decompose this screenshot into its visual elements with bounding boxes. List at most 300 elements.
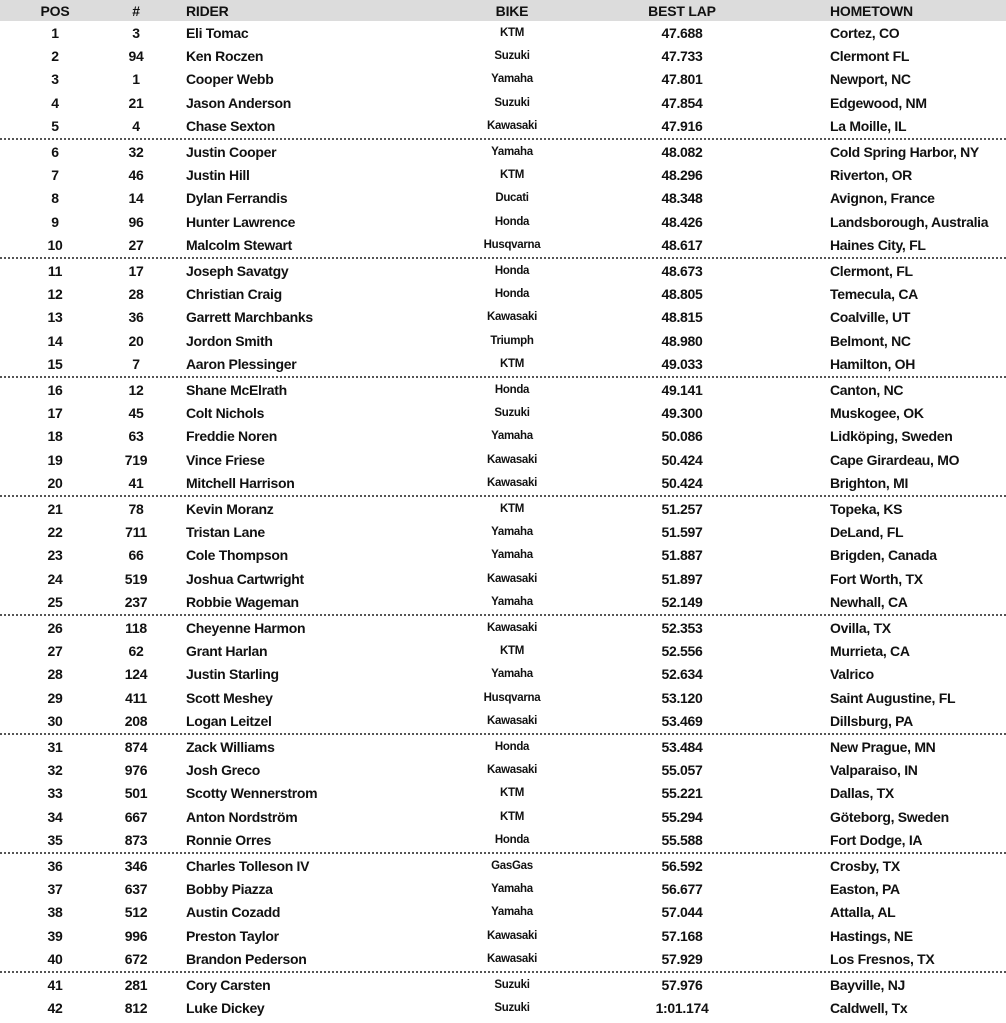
table-row	[0, 21, 1006, 44]
row-hometown: Fort Worth, TX	[830, 570, 923, 587]
row-pos: 4	[51, 94, 59, 111]
row-number: 3	[132, 24, 140, 41]
row-bike: KTM	[499, 358, 524, 371]
table-row	[0, 187, 1006, 211]
row-pos: 16	[47, 381, 63, 398]
row-best-lap: 56.592	[661, 857, 703, 874]
row-rider: Christian Craig	[186, 285, 282, 302]
table-row	[0, 282, 1006, 306]
table-row	[0, 163, 1006, 187]
row-hometown: Riverton, OR	[830, 166, 912, 183]
row-best-lap: 47.916	[661, 118, 703, 135]
table-row	[0, 591, 1006, 617]
table-row	[0, 210, 1006, 234]
table-row	[0, 948, 1006, 974]
row-best-lap: 53.484	[661, 738, 703, 755]
row-best-lap: 55.057	[661, 761, 703, 778]
row-number: 27	[128, 237, 144, 254]
row-rider: Austin Cozadd	[186, 904, 281, 921]
row-rider: Ken Roczen	[186, 47, 264, 64]
row-best-lap: 52.353	[661, 619, 703, 636]
row-number: 21	[128, 94, 144, 111]
row-bike: Honda	[494, 264, 530, 277]
row-rider: Justin Cooper	[186, 143, 277, 160]
row-bike: Suzuki	[494, 96, 530, 109]
row-best-lap: 48.980	[661, 332, 703, 349]
row-best-lap: 57.976	[661, 976, 703, 993]
row-hometown: Canton, NC	[830, 381, 904, 398]
row-bike: Kawasaki	[486, 120, 538, 133]
table-row	[0, 877, 1006, 901]
row-hometown: Los Fresnos, TX	[830, 951, 935, 968]
row-best-lap: 48.348	[661, 190, 703, 207]
row-pos: 2	[51, 47, 59, 64]
row-number: 237	[124, 594, 148, 611]
row-best-lap: 48.296	[661, 166, 703, 183]
row-pos: 28	[47, 666, 63, 683]
table-row	[0, 901, 1006, 925]
row-bike: Honda	[494, 383, 530, 396]
table-row	[0, 259, 1006, 282]
row-bike: KTM	[499, 787, 524, 800]
table-row	[0, 448, 1006, 472]
row-rider: Cheyenne Harmon	[186, 619, 306, 636]
row-best-lap: 55.294	[661, 808, 703, 825]
row-number: 512	[124, 904, 148, 921]
row-rider: Aaron Plessinger	[186, 356, 297, 373]
row-bike: KTM	[499, 26, 524, 39]
row-bike: Husqvarna	[483, 691, 541, 704]
row-best-lap: 50.424	[661, 475, 703, 492]
row-bike: Suzuki	[494, 406, 530, 419]
row-pos: 6	[51, 143, 59, 160]
row-hometown: Saint Augustine, FL	[830, 689, 956, 706]
row-number: 14	[128, 190, 144, 207]
row-rider: Hunter Lawrence	[186, 213, 296, 230]
row-bike: Ducati	[495, 192, 529, 205]
row-best-lap: 50.424	[661, 451, 703, 468]
row-hometown: Clermont FL	[830, 47, 910, 64]
row-number: 411	[125, 689, 147, 706]
row-number: 873	[124, 832, 148, 849]
row-pos: 14	[47, 332, 63, 349]
table-body	[0, 21, 1006, 1020]
table-row	[0, 520, 1006, 544]
row-bike: KTM	[499, 502, 524, 515]
row-pos: 21	[47, 500, 63, 517]
row-pos: 8	[51, 190, 59, 207]
row-best-lap: 48.082	[661, 143, 703, 160]
row-bike: KTM	[499, 810, 524, 823]
row-pos: 25	[47, 594, 63, 611]
row-number: 94	[128, 47, 144, 64]
row-best-lap: 57.044	[661, 904, 703, 921]
row-best-lap: 48.617	[661, 237, 703, 254]
row-pos: 39	[47, 927, 63, 944]
row-number: 874	[124, 738, 148, 755]
row-hometown: Hamilton, OH	[830, 356, 916, 373]
row-rider: Anton Nordström	[186, 808, 298, 825]
row-rider: Kevin Moranz	[186, 500, 274, 517]
row-best-lap: 48.815	[661, 309, 703, 326]
table-row	[0, 782, 1006, 806]
row-rider: Eli Tomac	[186, 24, 249, 41]
row-hometown: Crosby, TX	[830, 857, 900, 874]
row-bike: GasGas	[491, 859, 533, 872]
row-number: 346	[124, 857, 148, 874]
row-rider: Mitchell Harrison	[186, 475, 295, 492]
table-row	[0, 91, 1006, 115]
table-row	[0, 497, 1006, 520]
header-pos: POS	[40, 2, 70, 19]
row-hometown: Murrieta, CA	[830, 642, 910, 659]
table-row	[0, 805, 1006, 829]
row-best-lap: 47.688	[661, 24, 703, 41]
row-best-lap: 55.221	[661, 785, 703, 802]
row-hometown: Landsborough, Australia	[830, 213, 989, 230]
row-hometown: Avignon, France	[830, 190, 935, 207]
row-best-lap: 48.673	[661, 262, 703, 279]
row-pos: 33	[47, 785, 63, 802]
table-row	[0, 425, 1006, 449]
row-hometown: Bayville, NJ	[830, 976, 905, 993]
row-best-lap: 47.733	[661, 47, 703, 64]
row-rider: Robbie Wageman	[186, 594, 299, 611]
row-number: 637	[124, 880, 148, 897]
row-number: 519	[124, 570, 148, 587]
row-best-lap: 52.556	[661, 642, 703, 659]
header-best-lap: BEST LAP	[648, 2, 716, 19]
row-hometown: Edgewood, NM	[830, 94, 927, 111]
header-hometown: HOMETOWN	[830, 2, 913, 19]
row-pos: 26	[47, 619, 63, 636]
row-best-lap: 49.141	[661, 381, 703, 398]
row-rider: Cole Thompson	[186, 547, 288, 564]
row-bike: Triumph	[490, 334, 534, 347]
table-row	[0, 68, 1006, 92]
row-hometown: Brigden, Canada	[830, 547, 937, 564]
row-rider: Ronnie Orres	[186, 832, 272, 849]
table-row	[0, 115, 1006, 141]
row-bike: Yamaha	[491, 525, 533, 538]
table-row	[0, 306, 1006, 330]
row-bike: Yamaha	[491, 73, 533, 86]
row-best-lap: 52.149	[661, 594, 703, 611]
row-number: 501	[124, 785, 148, 802]
row-hometown: Cape Girardeau, MO	[830, 451, 960, 468]
row-rider: Garrett Marchbanks	[186, 309, 313, 326]
row-pos: 30	[47, 713, 63, 730]
row-bike: Yamaha	[491, 882, 533, 895]
table-row	[0, 329, 1006, 353]
row-hometown: Topeka, KS	[830, 500, 903, 517]
row-pos: 37	[47, 880, 63, 897]
row-hometown: Fort Dodge, IA	[830, 832, 923, 849]
row-rider: Charles Tolleson IV	[186, 857, 310, 874]
row-bike: Kawasaki	[486, 621, 538, 634]
row-bike: Kawasaki	[486, 311, 538, 324]
row-best-lap: 52.634	[661, 666, 703, 683]
row-pos: 20	[47, 475, 63, 492]
row-best-lap: 47.854	[661, 94, 703, 111]
row-number: 672	[124, 951, 148, 968]
table-row	[0, 544, 1006, 568]
row-bike: Yamaha	[491, 145, 533, 158]
table-row	[0, 616, 1006, 639]
row-number: 20	[128, 332, 144, 349]
row-hometown: Cold Spring Harbor, NY	[830, 143, 979, 160]
row-pos: 13	[47, 309, 63, 326]
row-bike: Yamaha	[491, 668, 533, 681]
row-pos: 36	[47, 857, 63, 874]
row-best-lap: 51.897	[661, 570, 703, 587]
row-best-lap: 48.805	[661, 285, 703, 302]
row-best-lap: 51.887	[661, 547, 703, 564]
row-rider: Justin Hill	[186, 166, 250, 183]
row-pos: 41	[47, 976, 63, 993]
row-best-lap: 51.597	[661, 523, 703, 540]
table-row	[0, 234, 1006, 260]
table-row	[0, 472, 1006, 498]
row-bike: Yamaha	[491, 596, 533, 609]
row-best-lap: 53.120	[661, 689, 703, 706]
table-row	[0, 996, 1006, 1020]
row-pos: 38	[47, 904, 63, 921]
row-number: 45	[128, 404, 144, 421]
row-pos: 23	[47, 547, 63, 564]
row-hometown: Brighton, MI	[830, 475, 909, 492]
row-rider: Chase Sexton	[186, 118, 275, 135]
row-best-lap: 48.426	[661, 213, 703, 230]
header-rider: RIDER	[186, 2, 229, 19]
row-hometown: Easton, PA	[830, 880, 900, 897]
table-row	[0, 44, 1006, 68]
row-best-lap: 56.677	[661, 880, 703, 897]
row-best-lap: 57.929	[661, 951, 703, 968]
row-pos: 1	[51, 24, 59, 41]
row-hometown: Valparaiso, IN	[830, 761, 918, 778]
row-rider: Scott Meshey	[186, 689, 273, 706]
table-row	[0, 353, 1006, 379]
row-hometown: Hastings, NE	[830, 927, 913, 944]
row-best-lap: 49.300	[661, 404, 703, 421]
row-rider: Joseph Savatgy	[186, 262, 289, 279]
row-hometown: Caldwell, Tx	[830, 999, 908, 1016]
row-rider: Vince Friese	[186, 451, 265, 468]
row-hometown: Dillsburg, PA	[830, 713, 913, 730]
row-number: 28	[128, 285, 144, 302]
row-number: 1	[132, 71, 140, 88]
row-pos: 35	[47, 832, 63, 849]
table-row	[0, 686, 1006, 710]
row-number: 667	[124, 808, 148, 825]
row-number: 812	[124, 999, 148, 1016]
row-rider: Tristan Lane	[186, 523, 265, 540]
table-row	[0, 710, 1006, 736]
row-hometown: Coalville, UT	[830, 309, 911, 326]
row-hometown: Muskogee, OK	[830, 404, 924, 421]
row-rider: Brandon Pederson	[186, 951, 307, 968]
row-pos: 34	[47, 808, 63, 825]
row-bike: Kawasaki	[486, 572, 538, 585]
row-hometown: Belmont, NC	[830, 332, 911, 349]
row-number: 208	[124, 713, 148, 730]
row-best-lap: 1:01.174	[655, 999, 709, 1016]
row-best-lap: 50.086	[661, 428, 703, 445]
row-pos: 27	[47, 642, 63, 659]
row-bike: Husqvarna	[483, 239, 541, 252]
row-number: 7	[132, 356, 140, 373]
row-hometown: Haines City, FL	[830, 237, 926, 254]
row-number: 63	[128, 428, 144, 445]
row-rider: Dylan Ferrandis	[186, 190, 288, 207]
row-hometown: Newhall, CA	[830, 594, 908, 611]
row-number: 36	[128, 309, 144, 326]
row-rider: Jason Anderson	[186, 94, 291, 111]
row-number: 17	[128, 262, 144, 279]
row-bike: Honda	[494, 287, 530, 300]
row-pos: 15	[47, 356, 63, 373]
row-hometown: Göteborg, Sweden	[830, 808, 949, 825]
row-best-lap: 53.469	[661, 713, 703, 730]
row-hometown: Newport, NC	[830, 71, 911, 88]
row-bike: Kawasaki	[486, 763, 538, 776]
row-bike: Suzuki	[494, 1001, 530, 1014]
row-hometown: La Moille, IL	[830, 118, 907, 135]
table-row	[0, 378, 1006, 401]
row-pos: 24	[47, 570, 63, 587]
row-hometown: Clermont, FL	[830, 262, 913, 279]
row-rider: Grant Harlan	[186, 642, 268, 659]
row-bike: Kawasaki	[486, 715, 538, 728]
table-row	[0, 924, 1006, 948]
row-rider: Jordon Smith	[186, 332, 273, 349]
row-rider: Colt Nichols	[186, 404, 265, 421]
row-number: 41	[128, 475, 144, 492]
row-number: 124	[124, 666, 148, 683]
row-best-lap: 49.033	[661, 356, 703, 373]
row-bike: Kawasaki	[486, 453, 538, 466]
row-rider: Malcolm Stewart	[186, 237, 292, 254]
row-bike: Yamaha	[491, 430, 533, 443]
row-pos: 7	[51, 166, 59, 183]
row-pos: 3	[51, 71, 59, 88]
row-number: 719	[124, 451, 148, 468]
header-bike: BIKE	[495, 2, 529, 19]
row-rider: Cory Carsten	[186, 976, 271, 993]
row-hometown: Dallas, TX	[830, 785, 894, 802]
row-bike: Yamaha	[491, 906, 533, 919]
row-pos: 11	[47, 262, 63, 279]
row-rider: Josh Greco	[186, 761, 261, 778]
row-bike: Kawasaki	[486, 929, 538, 942]
row-pos: 18	[47, 428, 63, 445]
row-number: 62	[128, 642, 144, 659]
table-row	[0, 735, 1006, 758]
row-pos: 31	[47, 738, 63, 755]
row-bike: Suzuki	[494, 978, 530, 991]
row-bike: Yamaha	[491, 549, 533, 562]
row-number: 96	[128, 213, 144, 230]
row-bike: Honda	[494, 740, 530, 753]
row-pos: 19	[47, 451, 63, 468]
table-row	[0, 663, 1006, 687]
row-number: 12	[128, 381, 144, 398]
row-hometown: Lidköping, Sweden	[830, 428, 953, 445]
row-bike: Honda	[494, 215, 530, 228]
row-number: 118	[125, 619, 147, 636]
row-hometown: Valrico	[830, 666, 874, 683]
table-row	[0, 973, 1006, 996]
row-rider: Scotty Wennerstrom	[186, 785, 318, 802]
row-number: 4	[132, 118, 140, 135]
row-number: 711	[125, 523, 147, 540]
row-hometown: Temecula, CA	[830, 285, 918, 302]
row-number: 281	[124, 976, 148, 993]
row-rider: Shane McElrath	[186, 381, 287, 398]
row-best-lap: 57.168	[661, 927, 703, 944]
row-rider: Luke Dickey	[186, 999, 265, 1016]
row-hometown: Ovilla, TX	[830, 619, 891, 636]
table-row	[0, 639, 1006, 663]
row-bike: Honda	[494, 834, 530, 847]
row-rider: Freddie Noren	[186, 428, 278, 445]
row-pos: 5	[51, 118, 59, 135]
row-rider: Bobby Piazza	[186, 880, 273, 897]
table-row	[0, 854, 1006, 877]
row-rider: Cooper Webb	[186, 71, 274, 88]
table-row	[0, 567, 1006, 591]
row-number: 66	[128, 547, 144, 564]
row-pos: 22	[47, 523, 63, 540]
row-best-lap: 55.588	[661, 832, 703, 849]
row-bike: KTM	[499, 168, 524, 181]
row-pos: 9	[51, 213, 59, 230]
row-pos: 42	[47, 999, 63, 1016]
row-pos: 17	[47, 404, 63, 421]
row-number: 996	[124, 927, 148, 944]
row-rider: Preston Taylor	[186, 927, 279, 944]
row-hometown: New Prague, MN	[830, 738, 936, 755]
row-bike: Kawasaki	[486, 477, 538, 490]
row-hometown: Attalla, AL	[830, 904, 896, 921]
row-number: 32	[128, 143, 144, 160]
row-hometown: DeLand, FL	[830, 523, 904, 540]
row-rider: Joshua Cartwright	[186, 570, 304, 587]
row-pos: 40	[47, 951, 63, 968]
row-best-lap: 47.801	[661, 71, 703, 88]
table-row	[0, 829, 1006, 855]
row-pos: 32	[47, 761, 63, 778]
table-row	[0, 758, 1006, 782]
header-number: #	[132, 2, 140, 19]
table-row	[0, 140, 1006, 163]
table-row	[0, 401, 1006, 425]
row-hometown: Cortez, CO	[830, 24, 900, 41]
row-rider: Justin Starling	[186, 666, 279, 683]
row-rider: Zack Williams	[186, 738, 275, 755]
row-best-lap: 51.257	[661, 500, 703, 517]
row-pos: 10	[47, 237, 63, 254]
row-bike: KTM	[499, 644, 524, 657]
table-header	[0, 0, 1006, 21]
row-number: 46	[128, 166, 144, 183]
row-pos: 29	[47, 689, 63, 706]
row-number: 976	[124, 761, 148, 778]
row-bike: Kawasaki	[486, 953, 538, 966]
row-pos: 12	[47, 285, 63, 302]
row-rider: Logan Leitzel	[186, 713, 272, 730]
